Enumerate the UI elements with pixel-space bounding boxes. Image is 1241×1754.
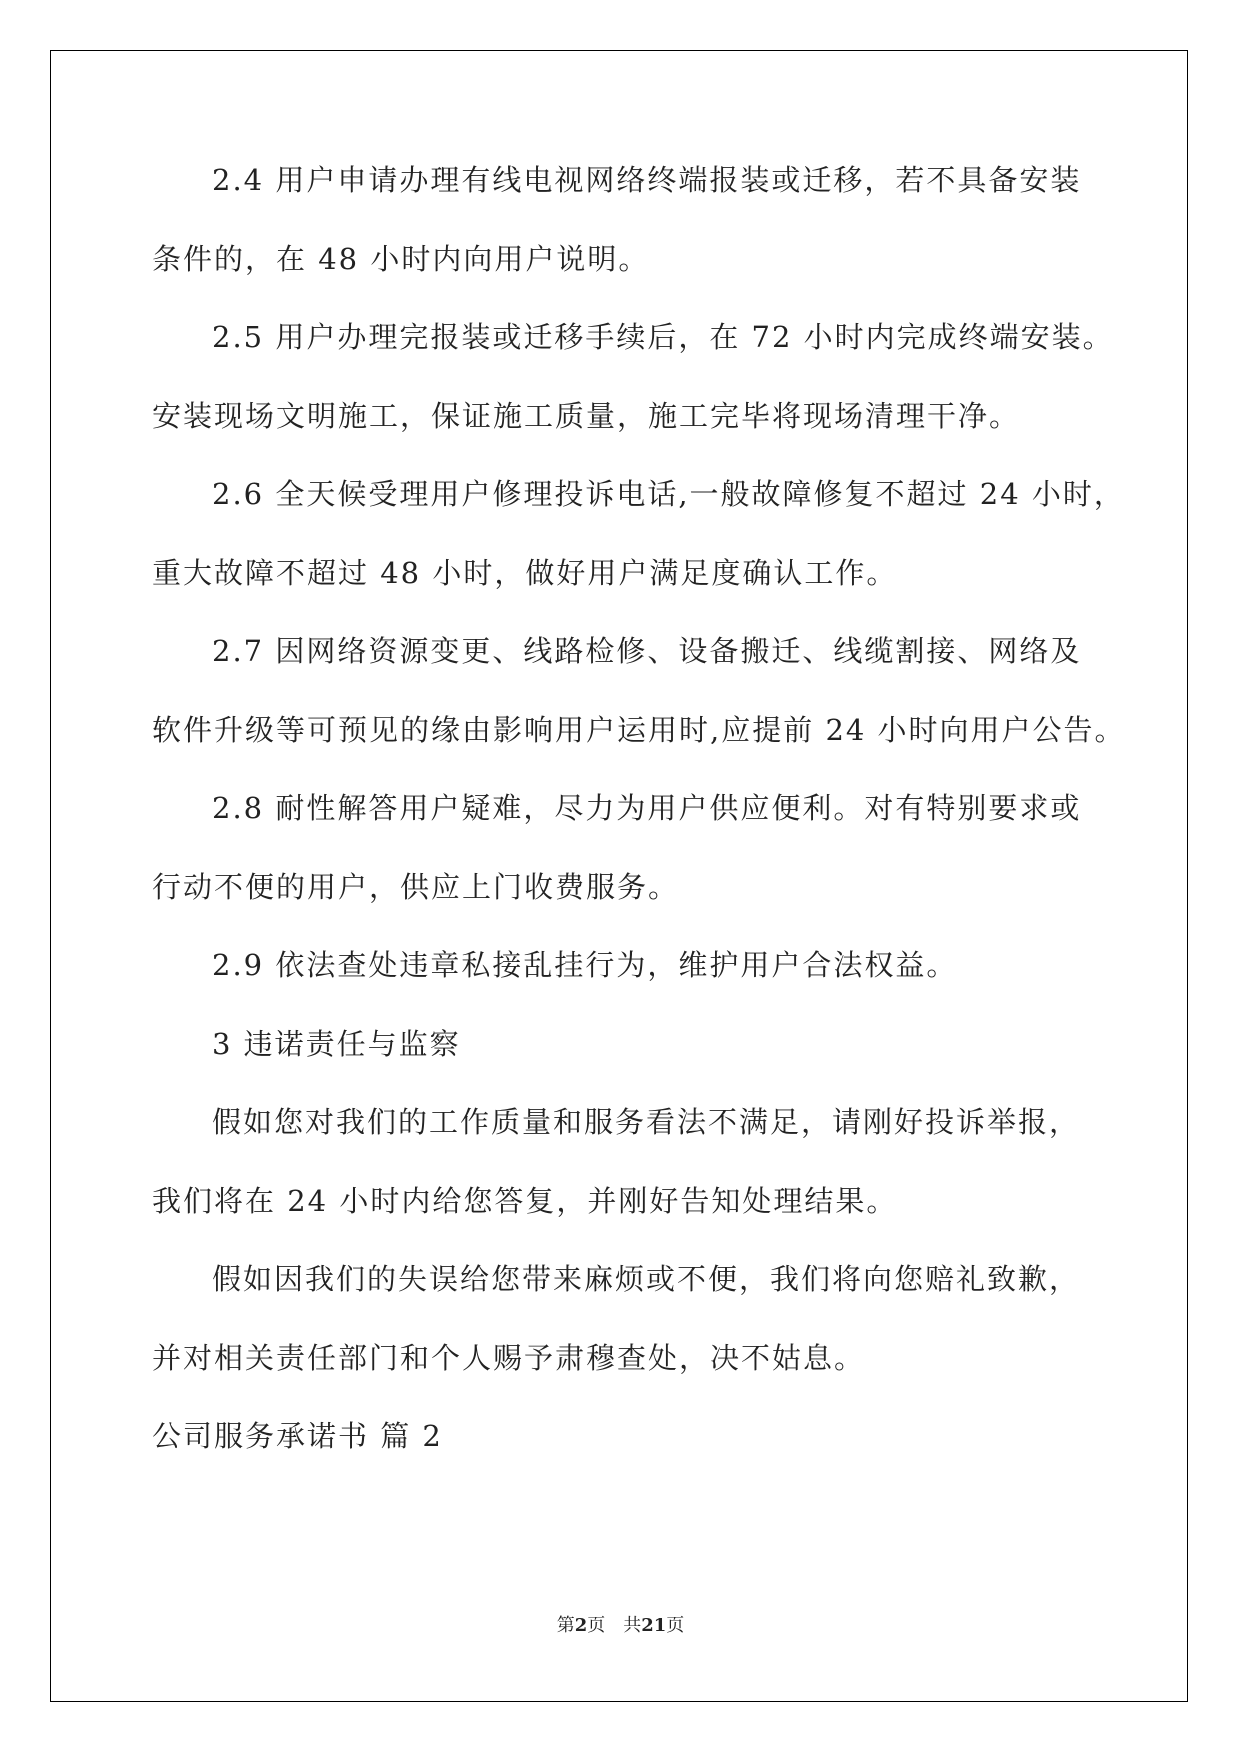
paragraph-line: 行动不便的用户，供应上门收费服务。: [152, 869, 680, 904]
footer-page-mid: 页 共: [587, 1615, 642, 1636]
paragraph-line: 假如您对我们的工作质量和服务看法不满足，请刚好投诉举报，: [212, 1105, 1081, 1139]
paragraph-line: 2.6 全天候受理用户修理投诉电话,一般故障修复不超过 24 小时，: [212, 477, 1125, 511]
paragraph-line: 安装现场文明施工，保证施工质量，施工完毕将现场清理干净。: [152, 398, 1021, 433]
paragraph-line: 软件升级等可预见的缘由影响用户运用时,应提前 24 小时向用户公告。: [152, 712, 1126, 747]
paragraph-line: 并对相关责任部门和个人赐予肃穆查处，决不姑息。: [152, 1340, 866, 1375]
paragraph-line: 2.4 用户申请办理有线电视网络终端报装或迁移，若不具备安装: [212, 163, 1082, 197]
page-footer: [0, 1611, 1241, 1637]
subsection-heading: 3 违诺责任与监察: [212, 1026, 461, 1061]
paragraph-line: 2.5 用户办理完报装或迁移手续后，在 72 小时内完成终端安装。: [212, 320, 1114, 354]
paragraph-line: 2.7 因网络资源变更、线路检修、设备搬迁、线缆割接、网络及: [212, 634, 1082, 668]
footer-page-suffix: 页: [666, 1615, 685, 1636]
paragraph-line: 我们将在 24 小时内给您答复，并刚好告知处理结果。: [152, 1183, 898, 1218]
document-body: [152, 160, 1126, 1495]
paragraph-line: 重大故障不超过 48 小时，做好用户满足度确认工作。: [152, 555, 898, 590]
paragraph-line: 2.8 耐性解答用户疑难，尽力为用户供应便利。对有特别要求或: [212, 791, 1082, 825]
footer-page-prefix: 第: [556, 1615, 575, 1636]
paragraph-line: 条件的，在 48 小时内向用户说明。: [152, 241, 650, 276]
footer-page-number: 2: [574, 1615, 588, 1636]
section-title: 公司服务承诺书 篇 2: [152, 1419, 443, 1453]
footer-total-pages: 21: [641, 1615, 667, 1636]
paragraph-line: 2.9 依法查处违章私接乱挂行为，维护用户合法权益。: [212, 948, 958, 982]
paragraph-line: 假如因我们的失误给您带来麻烦或不便，我们将向您赔礼致歉，: [212, 1262, 1081, 1296]
